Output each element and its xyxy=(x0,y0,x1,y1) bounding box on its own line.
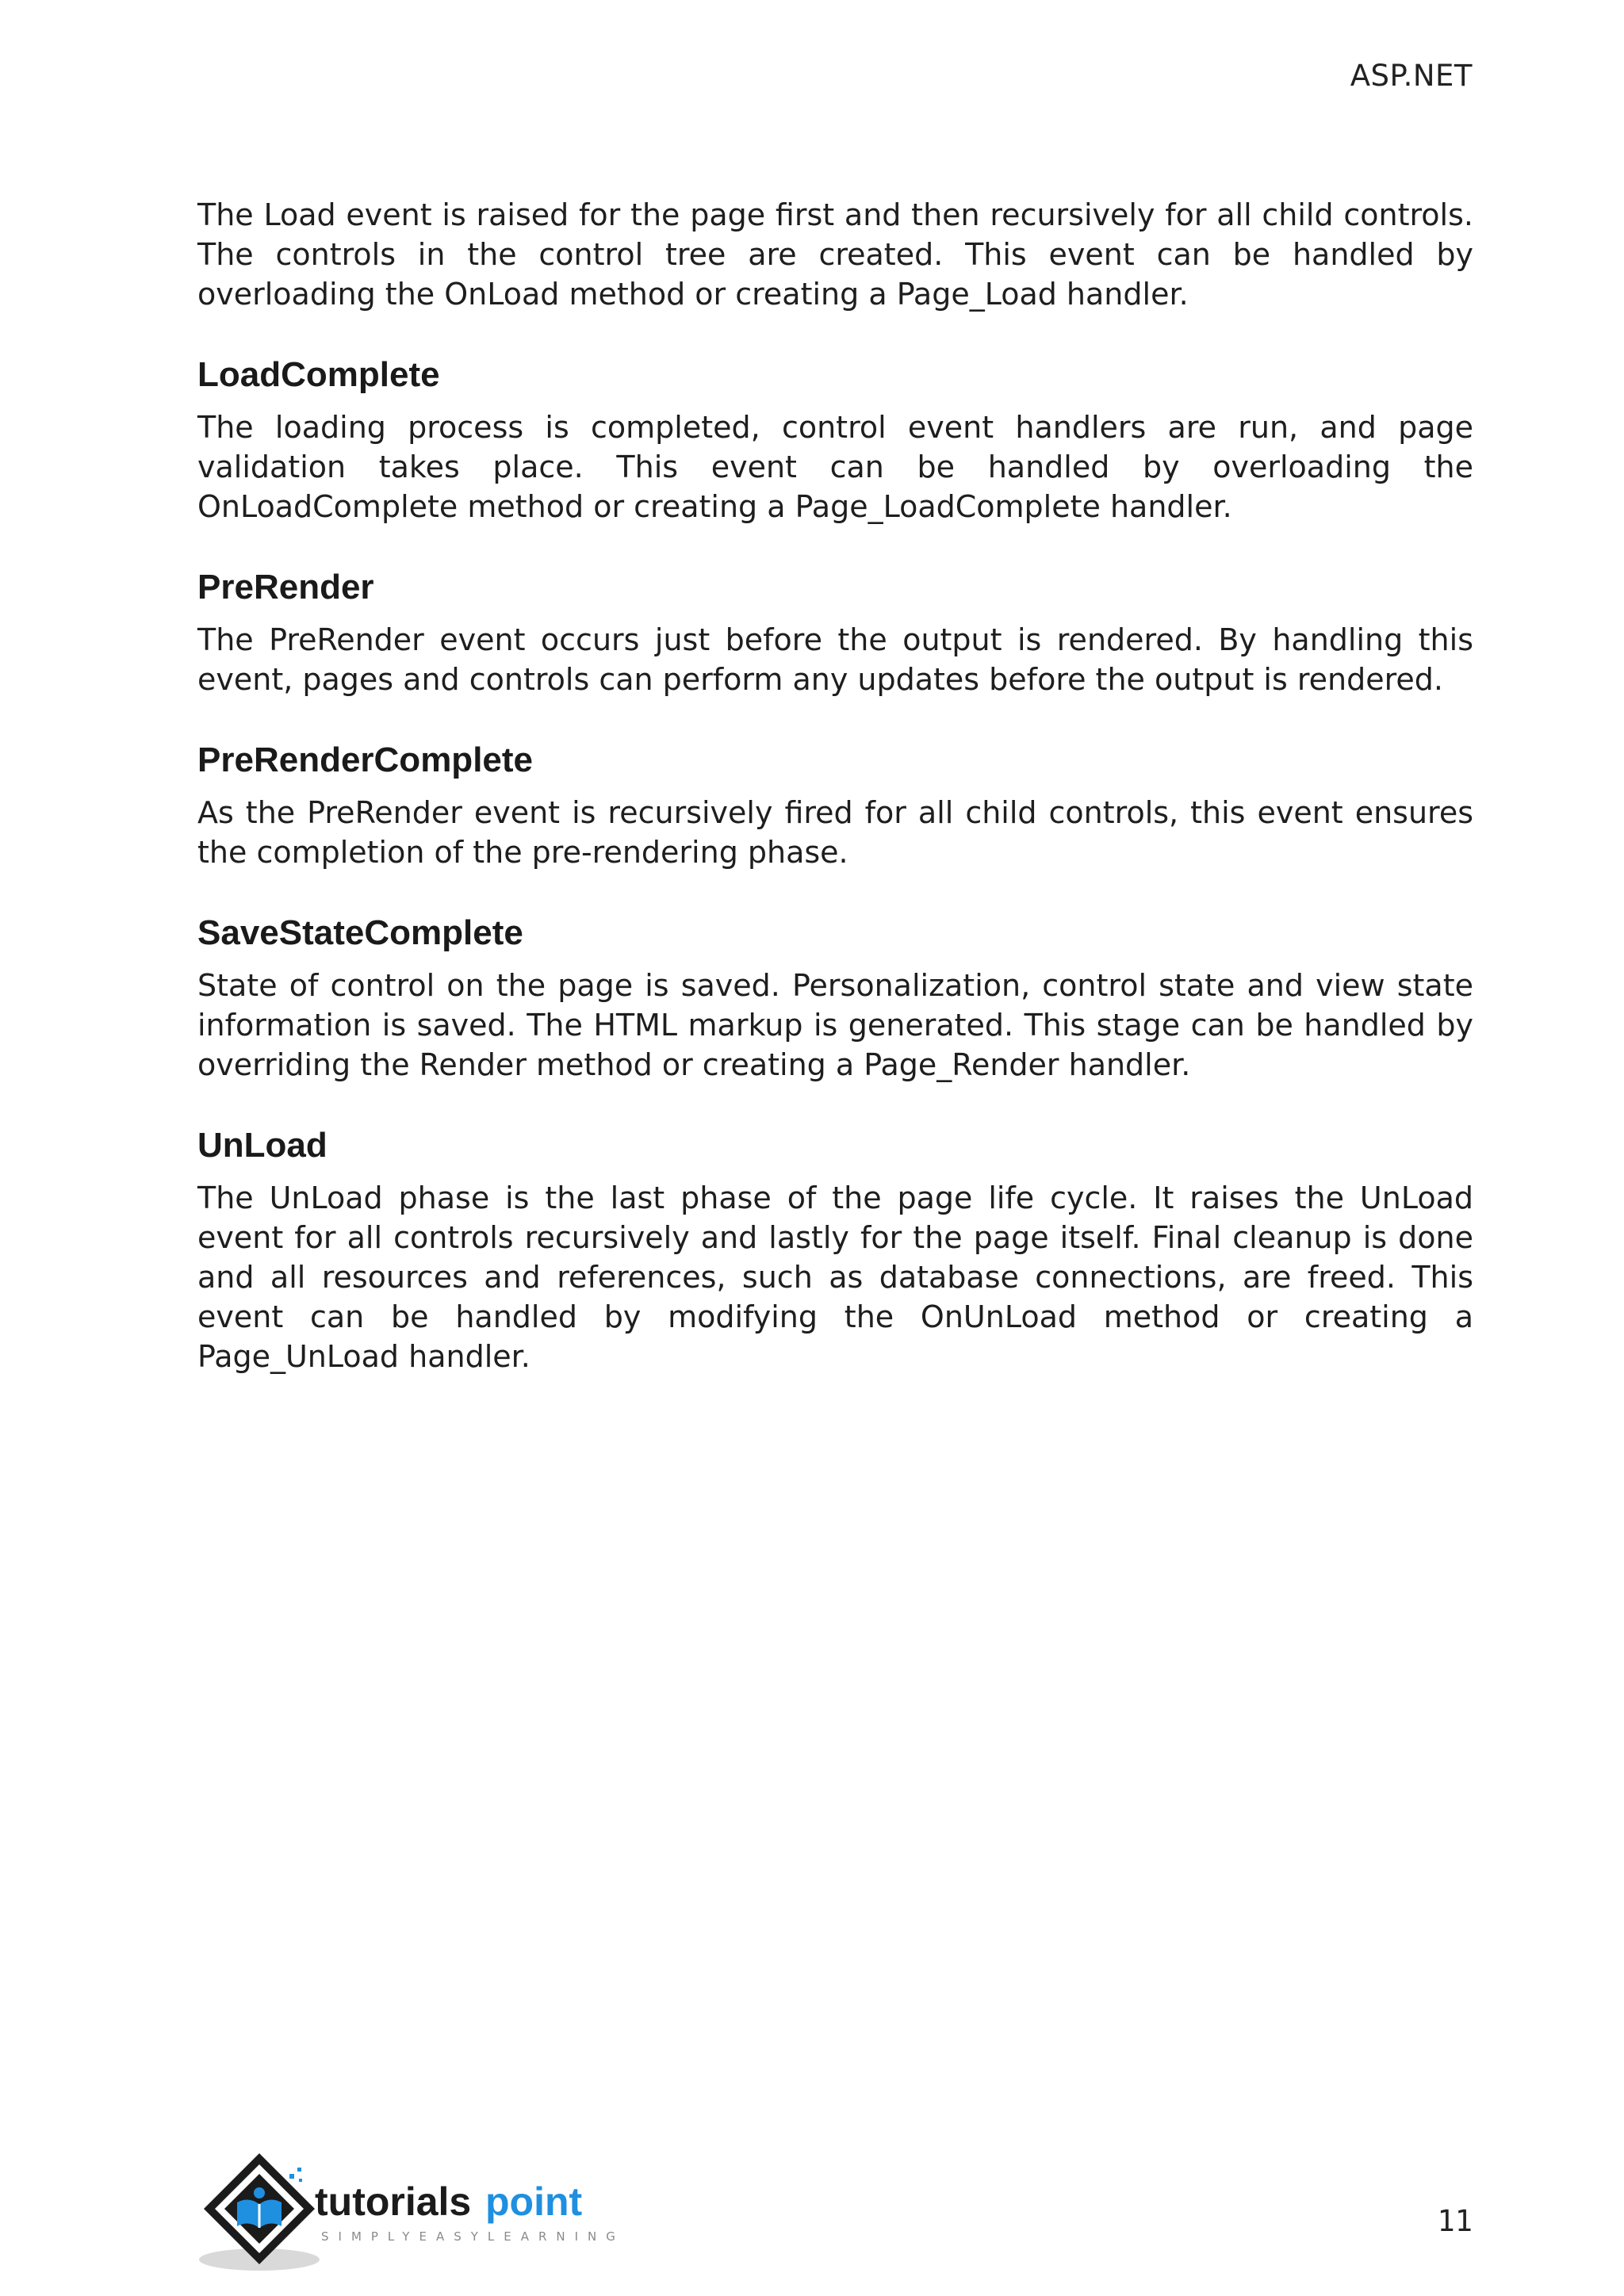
running-header: ASP.NET xyxy=(1350,59,1473,93)
logo-graphic xyxy=(196,2147,640,2274)
section-heading-prerender: PreRender xyxy=(197,568,374,607)
logo-tagline: SIMPLYEASYLEARNING xyxy=(321,2229,625,2244)
section-body-prerendercomplete: As the PreRender event is recursively fired for all child controls, this event ensures the completion of the pre-rendering phase. xyxy=(197,795,1473,870)
section-heading-loadcomplete: LoadComplete xyxy=(197,355,440,394)
intro-paragraph: The Load event is raised for the page first and then recursively for all child controls. The controls in the control tree are created. This event can be handled by overloading the OnLoad method or creating a Page_Load handler. xyxy=(197,197,1473,312)
section-heading-savestatecomplete: SaveStateComplete xyxy=(197,913,523,952)
section-body-loadcomplete: The loading process is completed, control event handlers are run, and page validation takes place. This event can be handled by overloading the OnLoadComplete method or creating a Page_LoadComplete handler. xyxy=(197,410,1473,524)
page-number: 11 xyxy=(1437,2204,1473,2238)
logo-word-tutorials: tutorials xyxy=(315,2179,472,2224)
tutorialspoint-logo xyxy=(196,2147,640,2274)
document-body xyxy=(197,195,1473,1376)
section-body-prerender: The PreRender event occurs just before the output is rendered. By handling this event, pages and controls can perform any updates before the output is rendered. xyxy=(197,622,1473,697)
section-heading-prerendercomplete: PreRenderComplete xyxy=(197,740,534,779)
section-body-unload: The UnLoad phase is the last phase of the page life cycle. It raises the UnLoad event for all controls recursively and lastly for the page itself. Final cleanup is done and all resources and references, such as database connections, are freed. This event can be handled by modifying the OnUnLoad method or creating a Page_UnLoad handler. xyxy=(197,1181,1473,1374)
logo-word-point: point xyxy=(485,2179,583,2224)
section-body-savestatecomplete: State of control on the page is saved. Personalization, control state and view state information is saved. The HTML markup is generated. This stage can be handled by overriding the Render method or creating a Page_Render handler. xyxy=(197,968,1473,1082)
book-diamond-icon xyxy=(204,2153,315,2264)
section-heading-unload: UnLoad xyxy=(197,1126,327,1165)
